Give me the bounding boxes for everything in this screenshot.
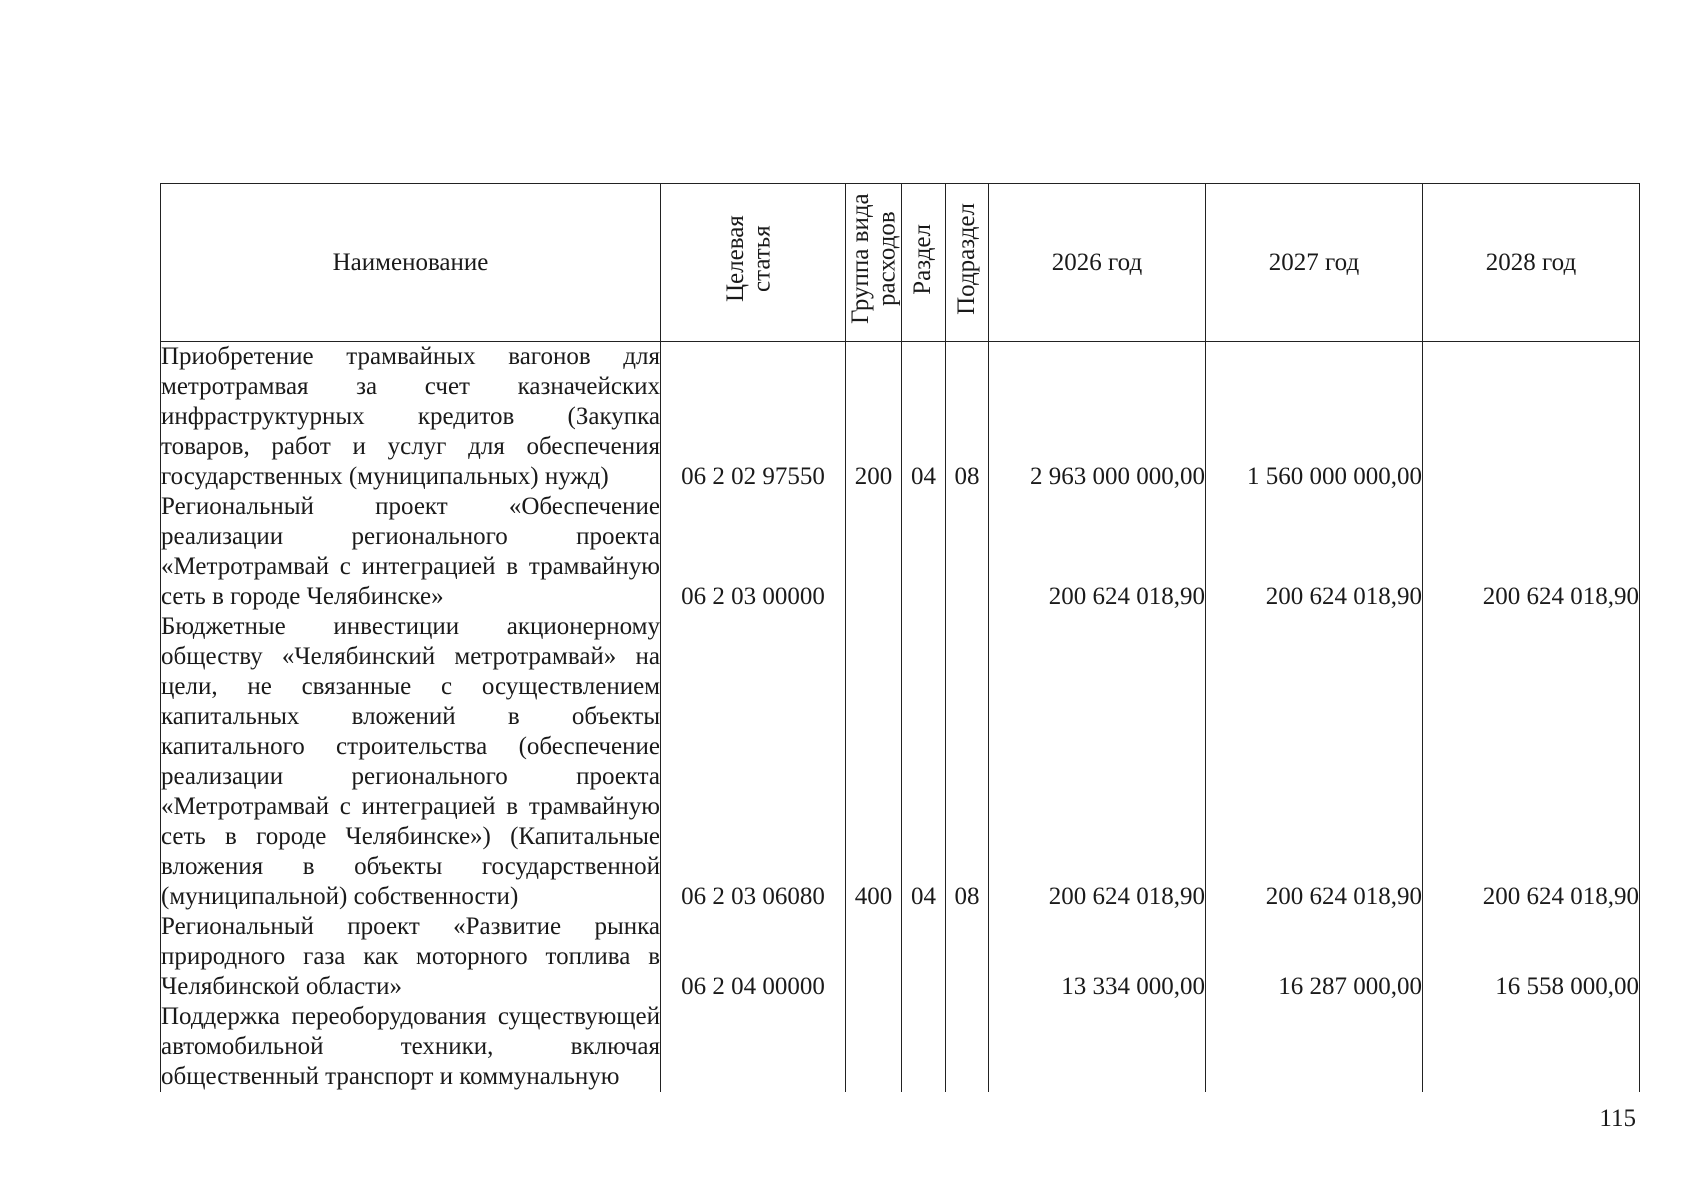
row-value-2028: 16 558 000,00 — [1423, 912, 1640, 1002]
row-value-2026: 2 963 000 000,00 — [989, 342, 1206, 493]
row-target-item: 06 2 03 06080 — [661, 612, 846, 912]
row-expense-group — [846, 912, 902, 1002]
row-value-2026: 13 334 000,00 — [989, 912, 1206, 1002]
row-target-item: 06 2 02 97550 — [661, 342, 846, 493]
row-value-2026: 200 624 018,90 — [989, 492, 1206, 612]
row-value-2026 — [989, 1002, 1206, 1092]
row-value-2027 — [1206, 1002, 1423, 1092]
row-section — [902, 1002, 946, 1092]
row-value-2027: 200 624 018,90 — [1206, 492, 1423, 612]
row-expense-group: 400 — [846, 612, 902, 912]
row-subsection: 08 — [946, 612, 989, 912]
header-year-2027: 2027 год — [1206, 184, 1423, 342]
row-value-2028: 200 624 018,90 — [1423, 492, 1640, 612]
row-value-2028 — [1423, 342, 1640, 493]
row-target-item: 06 2 04 00000 — [661, 912, 846, 1002]
row-subsection — [946, 492, 989, 612]
row-target-item — [661, 1002, 846, 1092]
table-row — [161, 492, 1640, 612]
header-target-item: Целевая статья — [661, 184, 846, 342]
row-section: 04 — [902, 612, 946, 912]
row-value-2028 — [1423, 1002, 1640, 1092]
budget-table — [160, 183, 1640, 1092]
header-subsection: Подраздел — [946, 184, 989, 342]
table-header — [161, 184, 1640, 342]
row-subsection — [946, 1002, 989, 1092]
table-row — [161, 912, 1640, 1002]
row-name: Бюджетные инвестиции акционерному обществу «Челябинский метротрамвай» на цели, не связанные с осуществлением капитальных вложений в объекты капитального строительства (обеспечение реализации регионального проекта «Метротрамвай с интеграцией в трамвайную сеть в городе Челябинске») (Капитальные вложения в объекты государственной (муниципальной) собственности) — [161, 613, 660, 910]
row-name: Поддержка переоборудования существующей автомобильной техники, включая общественный транспорт и коммунальную — [161, 1003, 660, 1090]
row-name: Региональный проект «Обеспечение реализации регионального проекта «Метротрамвай с интеграцией в трамвайную сеть в городе Челябинске» — [161, 493, 660, 610]
row-subsection — [946, 912, 989, 1002]
row-expense-group — [846, 492, 902, 612]
row-value-2026: 200 624 018,90 — [989, 612, 1206, 912]
row-value-2028: 200 624 018,90 — [1423, 612, 1640, 912]
table-body — [161, 342, 1640, 1093]
row-value-2027: 1 560 000 000,00 — [1206, 342, 1423, 493]
header-row — [161, 184, 1640, 342]
table-row — [161, 612, 1640, 912]
table-row — [161, 1002, 1640, 1092]
header-year-2026: 2026 год — [989, 184, 1206, 342]
row-expense-group: 200 — [846, 342, 902, 493]
row-value-2027: 16 287 000,00 — [1206, 912, 1423, 1002]
row-section — [902, 912, 946, 1002]
table-row — [161, 342, 1640, 493]
row-name: Региональный проект «Развитие рынка природного газа как моторного топлива в Челябинской области» — [161, 913, 660, 1000]
row-expense-group — [846, 1002, 902, 1092]
row-subsection: 08 — [946, 342, 989, 493]
row-name: Приобретение трамвайных вагонов для метротрамвая за счет казначейских инфраструктурных кредитов (Закупка товаров, работ и услуг для обеспечения государственных (муниципальных) нужд) — [161, 343, 660, 490]
row-section: 04 — [902, 342, 946, 493]
page-number: 115 — [1599, 1105, 1636, 1132]
row-section — [902, 492, 946, 612]
header-year-2028: 2028 год — [1423, 184, 1640, 342]
header-section: Раздел — [902, 184, 946, 342]
header-expense-group: Группа вида расходов — [846, 184, 902, 342]
row-value-2027: 200 624 018,90 — [1206, 612, 1423, 912]
row-target-item: 06 2 03 00000 — [661, 492, 846, 612]
header-name: Наименование — [161, 184, 661, 342]
